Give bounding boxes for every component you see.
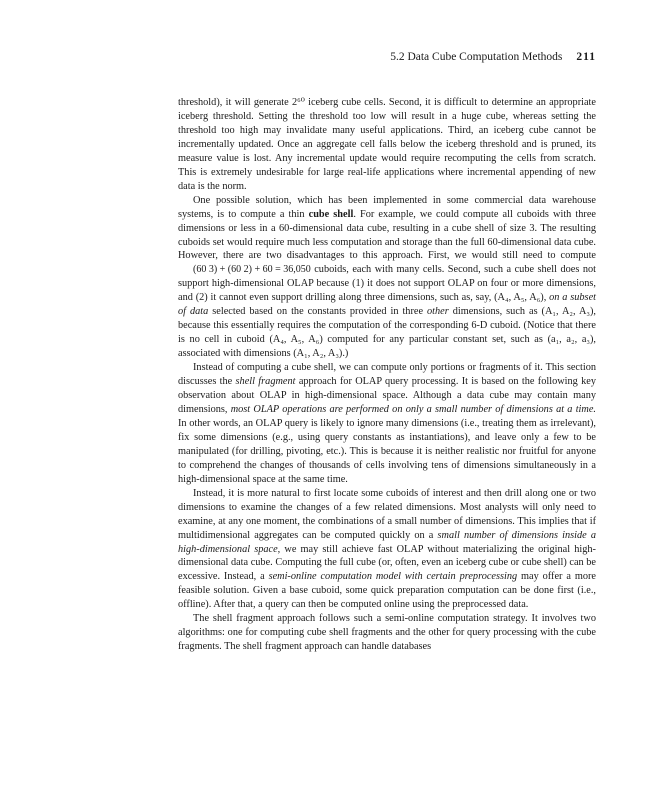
text-run: approach for OLAP query processing. It is based on the following key observation about OLAP in high-dimensional space. Although a data cube may contain many dimensions,	[178, 376, 596, 415]
emphasis: small number of dimensions inside a high-dimensional space,	[178, 529, 597, 555]
text-run: selected based on the constants provided in three	[208, 306, 427, 318]
text-run: dimensions, such as (A₁, A₂, A₃), because this essentially requires the computation of the corresponding 6-D cuboid. (Notice that there is no cell in cuboid (A₄, A₅, A₆) computed for any particular constant set, such as (a₁, a₂, a₃), associated with dimensions (A₁, A₂, A₃).)	[178, 306, 597, 360]
text-run: . For example, we could compute all cuboids with three dimensions or less in a 60-dimensional data cube, resulting in a cube shell of size 3. The resulting cuboids set would require much less computation and storage than the full 60-dimensional data cube. However, there are two disadvantages to this approach. First, we would still need to compute	[178, 208, 596, 262]
paragraph	[178, 361, 596, 487]
term-bold: cube shell	[308, 208, 354, 220]
page-number: 211	[576, 51, 596, 63]
emphasis: other	[427, 306, 449, 318]
text-run: In other words, an OLAP query is likely to ignore many dimensions (i.e., treating them as irrelevant), fix some dimensions (e.g., using query constants as instantiations), and leave only a few to be manipulated (for drilling, pivoting, etc.). This is because it is neither realistic nor fruitful for anyone to comprehend the changes of thousands of cells involving tens of dimensions simultaneously in a high-dimensional space at the same time.	[178, 417, 596, 485]
text-run: Instead, it is more natural to first locate some cuboids of interest and then drill along one or two dimensions to examine the changes of a few related dimensions. Most analysts will only need to examine, at any one moment, the combinations of a small number of dimensions. This implies that if multidimensional aggregates can be computed quickly on a	[178, 487, 596, 541]
text-run: we may still achieve fast OLAP without materializing the original high-dimensional data cube. Computing the full cube (or, often, even an iceberg cube or cube shell) can be excessive. Instead, a	[178, 543, 596, 583]
paragraph	[178, 194, 596, 361]
text-run: One possible solution, which has been implemented in some commercial data warehouse systems, is to compute a thin	[178, 194, 596, 220]
text-run: Instead of computing a cube shell, we can compute only portions or fragments of it. This section discusses the	[178, 362, 596, 388]
paragraph: The shell fragment approach follows such a semi-online computation strategy. It involves two algorithms: one for computing cube shell fragments and the other for query processing with the cube fragments. The shell fragment approach can handle databases	[178, 613, 596, 653]
body-text	[178, 96, 596, 654]
emphasis: shell fragment	[235, 376, 296, 388]
text-run: may offer a more feasible solution. Given a base cuboid, some quick preparation computation can be done first (i.e., offline). After that, a query can then be computed online using the preprocessed data.	[178, 571, 596, 611]
paragraph: threshold), it will generate 2⁶⁰ iceberg cube cells. Second, it is difficult to determine an appropriate iceberg threshold. Setting the threshold too low will result in a huge cube, whereas setting the threshold too high may invalidate many useful applications. Third, an iceberg cube cannot be incrementally updated. Once an aggregate cell falls below the iceberg threshold and is pruned, its measure value is lost. Any incremental update would require recomputing the cells from scratch. This is extremely undesirable for large real-life applications where incremental appending of new data is the norm.	[178, 97, 596, 192]
emphasis: on a subset of data	[178, 292, 596, 318]
paragraph	[178, 487, 596, 613]
emphasis: semi-online computation model with certain preprocessing	[268, 571, 518, 583]
section-title: 5.2 Data Cube Computation Methods	[390, 51, 563, 63]
text-run: cuboids, each with many cells. Second, such a cube shell does not support high-dimensional OLAP because (1) it does not support OLAP on four or more dimensions, and (2) it cannot even support drilling along three dimensions, such as, say, (A₄, A₅, A₆),	[178, 264, 596, 304]
emphasis: most OLAP operations are performed on only a small number of dimensions at a time.	[230, 403, 596, 415]
running-head	[178, 50, 596, 64]
formula: (60 3) + (60 2) + 60 = 36,050	[193, 264, 311, 276]
